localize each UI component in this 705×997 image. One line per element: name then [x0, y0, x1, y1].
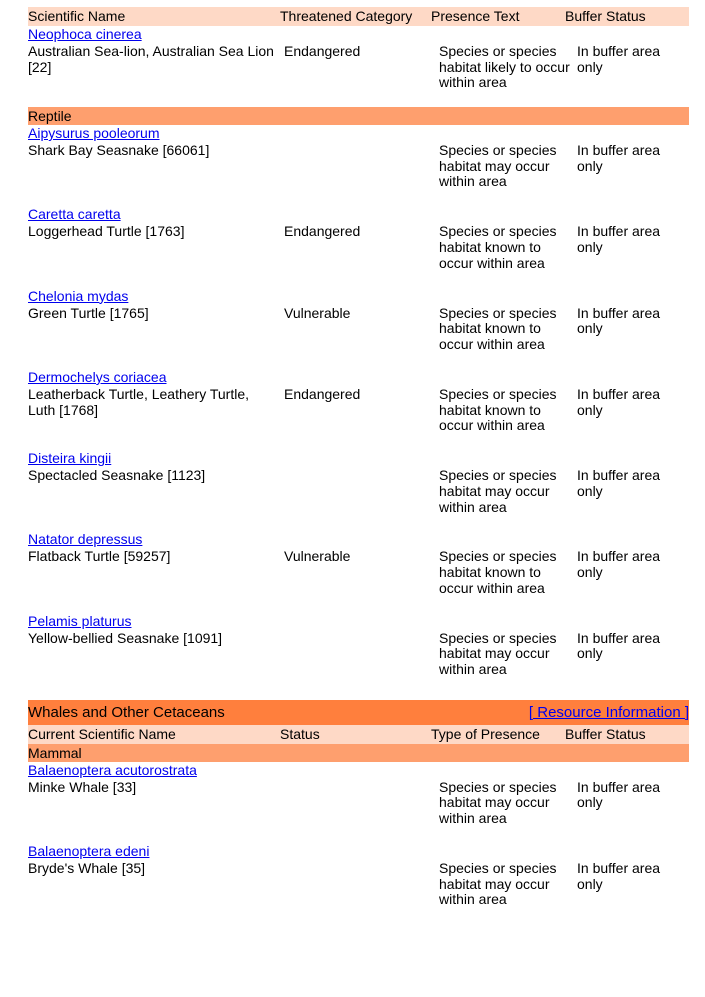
- presence-text: Species or species habitat likely to occur within area: [439, 43, 570, 91]
- type-of-presence: Species or species habitat may occur within area: [439, 778, 557, 827]
- common-name: Bryde's Whale [35]: [28, 860, 146, 877]
- presence-text: Species or species habitat known to occur within area: [439, 223, 557, 271]
- group-mammal: Mammal: [28, 744, 689, 762]
- threatened-category: [284, 468, 439, 515]
- common-name: Leatherback Turtle, Leathery Turtle, Luth [1768]: [28, 385, 250, 418]
- column-header-current-scientific-name: Current Scientific Name: [28, 725, 176, 742]
- threatened-category: Endangered: [284, 43, 361, 59]
- common-name: Green Turtle [1765]: [28, 304, 149, 321]
- column-header-status: Status: [280, 725, 320, 742]
- column-header-buffer-status: Buffer Status: [565, 8, 646, 24]
- species-link[interactable]: Dermochelys coriacea: [28, 368, 167, 385]
- common-name: Flatback Turtle [59257]: [28, 548, 171, 565]
- species-detail-row: [28, 468, 689, 515]
- species-link[interactable]: Pelamis platurus: [28, 612, 132, 629]
- status: [284, 861, 439, 908]
- species-detail-row: [28, 780, 689, 827]
- status: [284, 780, 439, 827]
- threatened-category: [284, 143, 439, 190]
- presence-text: Species or species habitat known to occur within area: [439, 548, 557, 596]
- species-link[interactable]: Caretta caretta: [28, 206, 121, 223]
- species-entry: [28, 762, 689, 843]
- species-entry: [28, 613, 689, 700]
- type-of-presence: Species or species habitat may occur within area: [439, 860, 557, 908]
- species-link[interactable]: Natator depressus: [28, 531, 143, 548]
- column-header-type-of-presence: Type of Presence: [431, 725, 540, 742]
- species-detail-row: [28, 549, 689, 596]
- buffer-status: In buffer area only: [577, 43, 661, 75]
- buffer-status: In buffer area only: [577, 223, 661, 255]
- species-detail-row: [28, 143, 689, 190]
- threatened-category: [284, 631, 439, 678]
- presence-text: Species or species habitat may occur within area: [439, 629, 557, 678]
- common-name: Minke Whale [33]: [28, 778, 137, 795]
- presence-text: Species or species habitat may occur within area: [439, 142, 557, 190]
- presence-text: Species or species habitat known to occur within area: [439, 304, 557, 352]
- column-header-scientific-name: Scientific Name: [28, 8, 126, 24]
- presence-text: Species or species habitat known to occur within area: [439, 385, 557, 434]
- common-name: Shark Bay Seasnake [66061]: [28, 142, 210, 158]
- species-detail-row: [28, 44, 689, 91]
- species-detail-row: [28, 224, 689, 271]
- column-header-presence-text: Presence Text: [431, 8, 520, 24]
- species-entry: [28, 531, 689, 612]
- buffer-status: In buffer area only: [577, 548, 661, 581]
- species-link[interactable]: Neophoca cinerea: [28, 26, 142, 42]
- buffer-status: In buffer area only: [577, 304, 661, 337]
- species-link[interactable]: Aipysurus pooleorum: [28, 125, 160, 141]
- species-entry: [28, 288, 689, 369]
- column-header-threatened-category: Threatened Category: [280, 8, 413, 24]
- group-reptile: Reptile: [28, 107, 689, 125]
- species-entry: [28, 206, 689, 287]
- resource-information-link[interactable]: [ Resource Information ]: [528, 703, 689, 721]
- section-title: Whales and Other Cetaceans: [28, 703, 225, 721]
- common-name: Loggerhead Turtle [1763]: [28, 223, 185, 240]
- species-entry: [28, 843, 689, 924]
- buffer-status: In buffer area only: [577, 142, 661, 174]
- species-link[interactable]: Balaenoptera acutorostrata: [28, 761, 197, 778]
- species-entry: [28, 450, 689, 531]
- threatened-species-header-row: [28, 7, 689, 26]
- threatened-category: Vulnerable: [284, 548, 351, 565]
- species-link[interactable]: Balaenoptera edeni: [28, 843, 150, 860]
- buffer-status: In buffer area only: [577, 467, 661, 499]
- report-page: [28, 7, 689, 924]
- common-name: Australian Sea-lion, Australian Sea Lion [22]: [28, 43, 274, 75]
- threatened-category: Endangered: [284, 223, 361, 240]
- species-entry: [28, 125, 689, 206]
- buffer-status: In buffer area only: [577, 778, 661, 811]
- threatened-category: Endangered: [284, 385, 361, 402]
- section-header-whales: [28, 700, 689, 725]
- whales-header-row: [28, 725, 689, 744]
- species-detail-row: [28, 631, 689, 678]
- species-link[interactable]: Chelonia mydas: [28, 287, 129, 304]
- common-name: Spectacled Seasnake [1123]: [28, 467, 206, 484]
- species-detail-row: [28, 861, 689, 908]
- threatened-category: Vulnerable: [284, 304, 351, 321]
- common-name: Yellow-bellied Seasnake [1091]: [28, 629, 223, 646]
- buffer-status: In buffer area only: [577, 385, 661, 418]
- species-entry: [28, 369, 689, 450]
- presence-text: Species or species habitat may occur within area: [439, 467, 557, 515]
- species-detail-row: [28, 387, 689, 434]
- column-header-buffer-status: Buffer Status: [565, 725, 646, 742]
- buffer-status: In buffer area only: [577, 860, 661, 892]
- species-link[interactable]: Disteira kingii: [28, 450, 112, 467]
- buffer-status: In buffer area only: [577, 629, 661, 662]
- species-entry: [28, 26, 689, 107]
- species-detail-row: [28, 306, 689, 353]
